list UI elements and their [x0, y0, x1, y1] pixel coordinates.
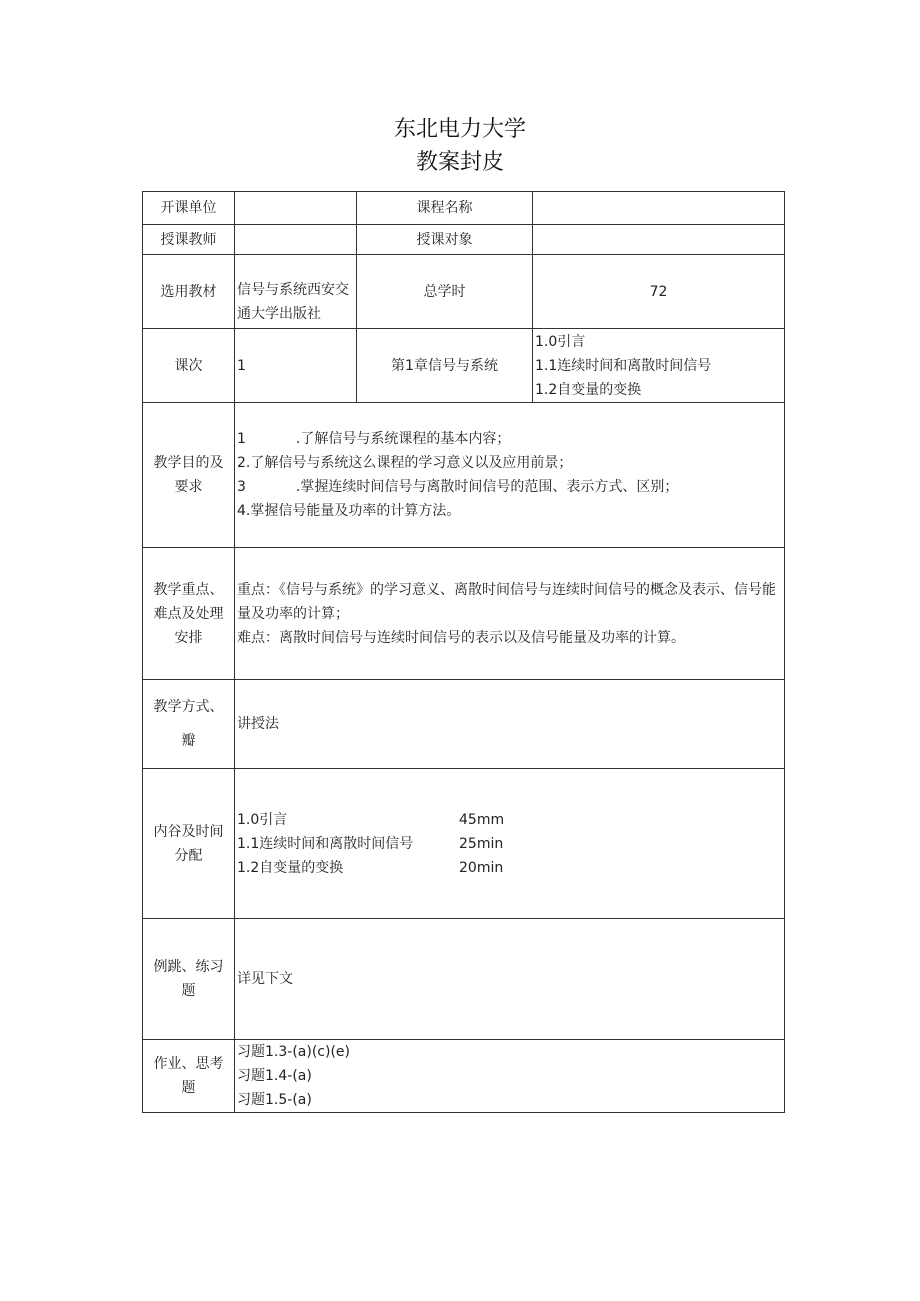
allocation-time: 20min: [459, 859, 504, 876]
method-label-line: 教学方式、: [153, 699, 224, 715]
row-method: [143, 680, 785, 769]
examples-label-line: 例跳、练习: [153, 959, 224, 975]
allocation-time: 25min: [459, 835, 504, 852]
unit-label: 开课单位: [143, 192, 235, 225]
lesson-label: 课次: [143, 329, 235, 403]
goal-text: 4.掌握信号能量及功率的计算方法。: [237, 503, 461, 519]
allocation-item: 1.0引言: [237, 811, 288, 828]
goal-text: 2.了解信号与系统这么课程的学习意义以及应用前景；: [237, 455, 573, 471]
allocation-item: 1.1连续时间和离散时间信号: [237, 835, 414, 852]
keypoints-label: [143, 548, 235, 680]
goal-text: .了解信号与系统课程的基本内容；: [295, 431, 511, 447]
keypoints-content: [235, 548, 785, 680]
homework-label: [143, 1040, 235, 1113]
row-unit-course: [143, 192, 785, 225]
lesson-sections: [533, 329, 785, 403]
goal-item: [237, 451, 782, 475]
section-item: 1.0引言: [535, 333, 586, 350]
course-label: 课程名称: [357, 192, 533, 225]
goal-num: 1: [237, 431, 246, 447]
textbook-label: 选用教材: [143, 255, 235, 329]
row-lesson: [143, 329, 785, 403]
document-subtitle: 教案封皮: [415, 150, 504, 175]
row-keypoints: [143, 548, 785, 680]
goal-item: [237, 499, 782, 523]
method-label-line: 瓣: [181, 733, 196, 749]
method-label: [143, 680, 235, 769]
keypoints-label-line: 教学重点、: [153, 581, 224, 598]
teacher-value: [235, 225, 357, 255]
course-value: [533, 192, 785, 225]
examples-label-line: 题: [181, 983, 196, 999]
homework-item: 习题1.3-(a)(c)(e): [237, 1044, 350, 1060]
audience-label: 授课对象: [357, 225, 533, 255]
goals-label: [143, 403, 235, 548]
homework-label-line: 题: [181, 1080, 196, 1096]
difficulty-text: 难点：离散时间信号与连续时间信号的表示以及信号能量及功率的计算。: [237, 629, 685, 646]
allocation-item: 1.2自变量的变换: [237, 859, 344, 876]
lesson-chapter: 第1章信号与系统: [357, 329, 533, 403]
lesson-number: 1: [235, 329, 357, 403]
goal-item: [237, 427, 782, 451]
homework-label-line: 作业、思考: [153, 1056, 224, 1072]
goals-label-line: 教学目的及: [153, 455, 224, 471]
allocation-content: [235, 769, 785, 919]
row-textbook-hours: [143, 255, 785, 329]
goal-item: [237, 475, 782, 499]
row-homework: [143, 1040, 785, 1113]
goal-text: .掌握连续时间信号与离散时间信号的范围、表示方式、区别；: [295, 479, 679, 495]
row-allocation: [143, 769, 785, 919]
section-item: 1.2自变量的变换: [535, 381, 642, 398]
allocation-row: [237, 856, 782, 880]
keypoints-label-line: 难点及处理: [153, 605, 224, 622]
row-examples: [143, 919, 785, 1040]
allocation-time: 45mm: [459, 811, 505, 828]
allocation-row: [237, 832, 782, 856]
examples-label: [143, 919, 235, 1040]
textbook-value: 信号与系统西安交通大学出版社: [237, 282, 349, 322]
focus-text: 重点：《信号与系统》的学习意义、离散时间信号与连续时间信号的概念及表示、信号能量及功率的计算；: [237, 581, 776, 622]
lesson-plan-table: [142, 191, 785, 1113]
goals-label-line: 要求: [174, 479, 203, 495]
hours-value: 72: [533, 255, 785, 329]
audience-value: [533, 225, 785, 255]
row-teacher-audience: [143, 225, 785, 255]
homework-content: [235, 1040, 785, 1113]
goal-num: 3: [237, 479, 246, 495]
homework-item: 习题1.4-(a): [237, 1068, 312, 1084]
allocation-row: [237, 808, 782, 832]
allocation-label-line: 内谷及时间: [153, 823, 224, 840]
keypoints-label-line: 安排: [174, 629, 203, 646]
goals-content: [235, 403, 785, 548]
method-value: 讲授法: [235, 680, 785, 769]
textbook-cell: [235, 255, 357, 329]
row-goals: [143, 403, 785, 548]
section-item: 1.1连续时间和离散时间信号: [535, 357, 712, 374]
allocation-label-line: 分配: [174, 847, 203, 864]
homework-item: 习题1.5-(a): [237, 1092, 312, 1108]
hours-label: 总学时: [357, 255, 533, 329]
allocation-label: [143, 769, 235, 919]
unit-value: [235, 192, 357, 225]
examples-value: 详见下文: [235, 919, 785, 1040]
teacher-label: 授课教师: [143, 225, 235, 255]
document-title: 东北电力大学: [393, 117, 526, 142]
